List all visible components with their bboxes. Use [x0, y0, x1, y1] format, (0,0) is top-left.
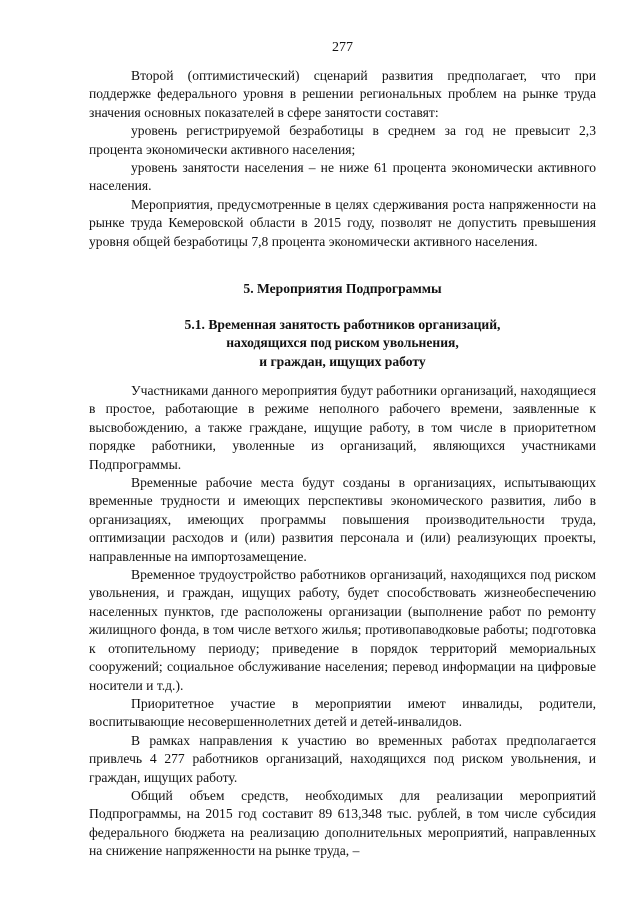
body-section	[89, 382, 596, 861]
subsection-title	[89, 316, 596, 371]
section-heading	[89, 280, 596, 298]
paragraph-scenario: Второй (оптимистический) сценарий развития предполагает, что при поддержке федерального уровня в решении региональных проблем на рынке труда значения основных показателей в сфере занятости составят:	[89, 68, 596, 120]
paragraph-involvement: В рамках направления к участию во временных работах предполагается привлечь 4 277 работников организаций, находящихся под риском увольнения, и граждан, ищущих работу.	[89, 732, 596, 785]
section-title: 5. Мероприятия Подпрограммы	[243, 281, 442, 296]
intro-section	[89, 67, 596, 251]
paragraph-participants: Участниками данного мероприятия будут работники организаций, находящиеся в простое, работающие в режиме неполного рабочего времени, заявленные к высвобождению, а также граждане, ищущие работу, в том числе в приоритетном порядке работники, уволенные из организаций, являющихся участниками Подпрограммы.	[89, 383, 596, 472]
paragraph-temporary-employment: Временное трудоустройство работников организаций, находящихся под риском увольнения, и граждан, ищущих работу, будет способствовать жизнеобеспечению населенных пунктов, где расположены организации (выполнение работ по ремонту жилищного фонда, в том числе ветхого жилья; противопаводковые работы; подготовка к отопительному периоду; приведение в порядок территорий мемориальных сооружений; социальное обслуживание населения; перевод информации на цифровые носители и т.д.).	[89, 567, 596, 693]
page-number: 277	[332, 40, 353, 55]
paragraph-funding: Общий объем средств, необходимых для реализации мероприятий Подпрограммы, на 2015 год составит 89 613,348 тыс. рублей, в том числе субсидия федерального бюджета на реализацию дополнительных мероприятий, направленных на снижение напряженности на рынке труда, –	[89, 787, 596, 859]
subsection-title-line-1: 5.1. Временная занятость работников организаций,	[184, 317, 501, 332]
subsection-title-line-3: и граждан, ищущих работу	[259, 353, 426, 369]
paragraph-unemployment-level: уровень регистрируемой безработицы в среднем за год не превысит 2,3 процента экономически активного населения;	[89, 123, 596, 157]
paragraph-priority: Приоритетное участие в мероприятии имеют инвалиды, родители, воспитывающие несовершеннолетних детей и детей-инвалидов.	[89, 695, 596, 730]
subsection-title-line-2: находящихся под риском увольнения,	[226, 335, 459, 351]
paragraph-employment-level: уровень занятости населения – не ниже 61 процента экономически активного населения.	[89, 160, 596, 194]
paragraph-measures: Мероприятия, предусмотренные в целях сдерживания роста напряженности на рынке труда Кемеровской области в 2015 году, позволят не допустить превышения уровня общей безработицы 7,8 процента экономически активного населения.	[89, 196, 596, 249]
paragraph-temporary-jobs: Временные рабочие места будут созданы в организациях, испытывающих временные трудности и имеющих перспективы экономического развития, либо в организациях, имеющих программы повышения производительности труда, оптимизации расходов и (или) развития персонала и (или) реализующих проекты, направленные на импортозамещение.	[89, 475, 596, 564]
subsection-heading	[89, 316, 596, 371]
